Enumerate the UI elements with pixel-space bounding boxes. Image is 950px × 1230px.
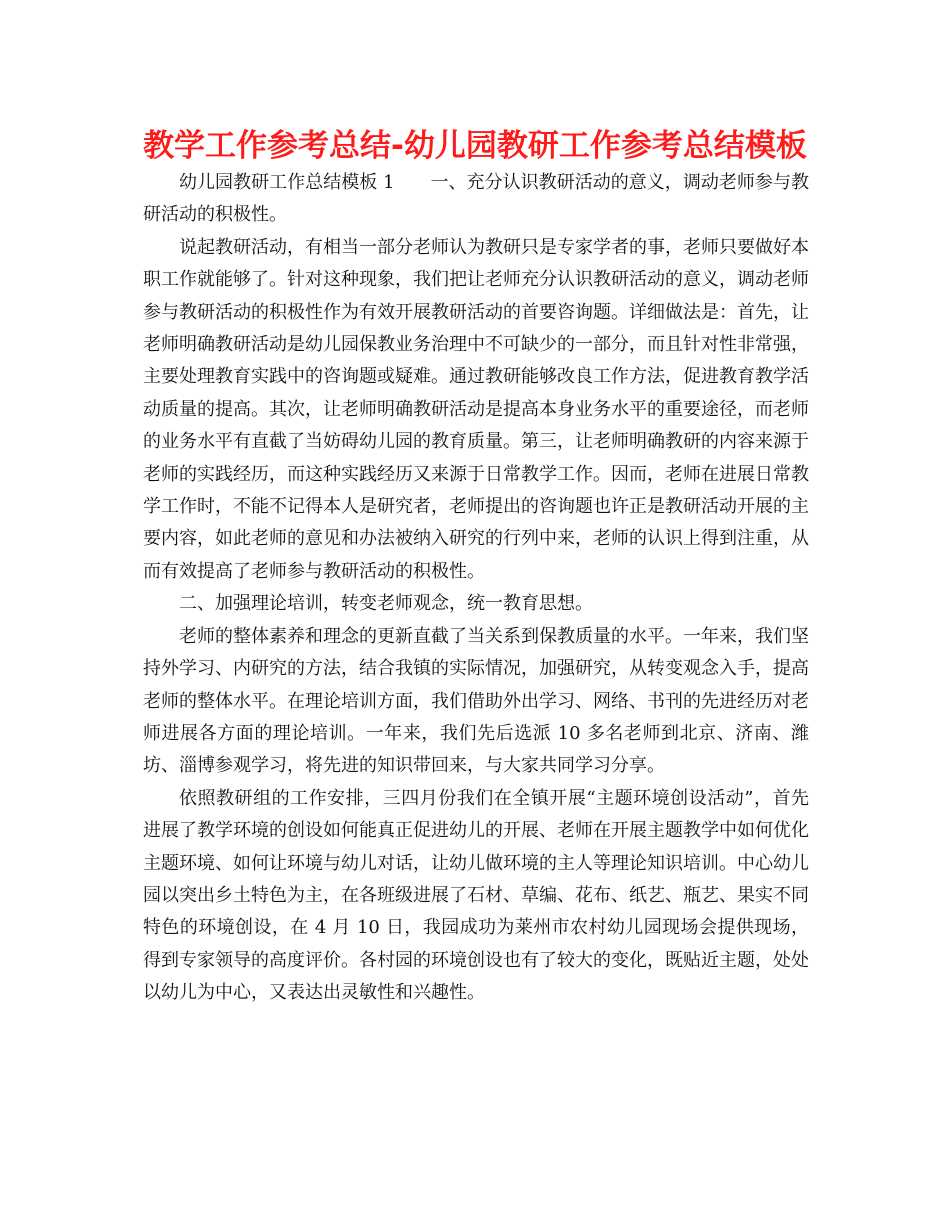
body-paragraph-2: 老师的整体素养和理念的更新直截了当关系到保教质量的水平。一年来，我们坚持外学习、内研究的方法，结合我镇的实际情况，加强研究，从转变观念入手，提高老师的整体水平。在理论培训方面，我们借助外出学习、网络、书刊的先进经历对老师进展各方面的理论培训。一年来，我们先后选派 10 多名老师到北京、济南、潍坊、淄博参观学习，将先进的知识带回来，与大家共同学习分享。 xyxy=(143,625,809,777)
document-body xyxy=(143,167,809,1010)
intro-heading: 一、充分认识教研活动的意义，调动老师参与教研活动的积极性。 xyxy=(143,172,809,226)
intro-label: 幼儿园教研工作总结模板 1 xyxy=(179,172,395,193)
body-paragraph-3: 依照教研组的工作安排，三四月份我们在全镇开展“主题环境创设活动”，首先进展了教学环境的创设如何能真正促进幼儿的开展、老师在开展主题教学中如何优化主题环境、如何让环境与幼儿对话，让幼儿做环境的主人等理论知识培训。中心幼儿园以突出乡土特色为主，在各班级进展了石材、草编、花布、纸艺、瓶艺、果实不同特色的环境创设，在 4 月 10 日，我园成功为莱州市农村幼儿园现场会提供现场，得到专家领导的高度评价。各村园的环境创设也有了较大的变化，既贴近主题，处处以幼儿为中心，又表达出灵敏性和兴趣性。 xyxy=(143,787,809,1004)
intro-paragraph xyxy=(143,167,809,232)
document-title: 教学工作参考总结-幼儿园教研工作参考总结模板 xyxy=(143,128,807,164)
body-paragraph-1: 说起教研活动，有相当一部分老师认为教研只是专家学者的事，老师只要做好本职工作就能够了。针对这种现象，我们把让老师充分认识教研活动的意义，调动老师参与教研活动的积极性作为有效开展教研活动的首要咨询题。详细做法是：首先，让老师明确教研活动是幼儿园保教业务治理中不可缺少的一部分，而且针对性非常强，主要处理教育实践中的咨询题或疑难。通过教研能够改良工作方法，促进教育教学活动质量的提高。其次，让老师明确教研活动是提高本身业务水平的重要途径，而老师的业务水平有直截了当妨碍幼儿园的教育质量。第三，让老师明确教研的内容来源于老师的实践经历，而这种实践经历又来源于日常教学工作。因而，老师在进展日常教学工作时，不能不记得本人是研究者，老师提出的咨询题也许正是教研活动开展的主要内容，如此老师的意见和办法被纳入研究的行列中来，老师的认识上得到注重，从而有效提高了老师参与教研活动的积极性。 xyxy=(143,236,809,582)
section-heading-2: 二、加强理论培训，转变老师观念，统一教育思想。 xyxy=(179,593,593,615)
